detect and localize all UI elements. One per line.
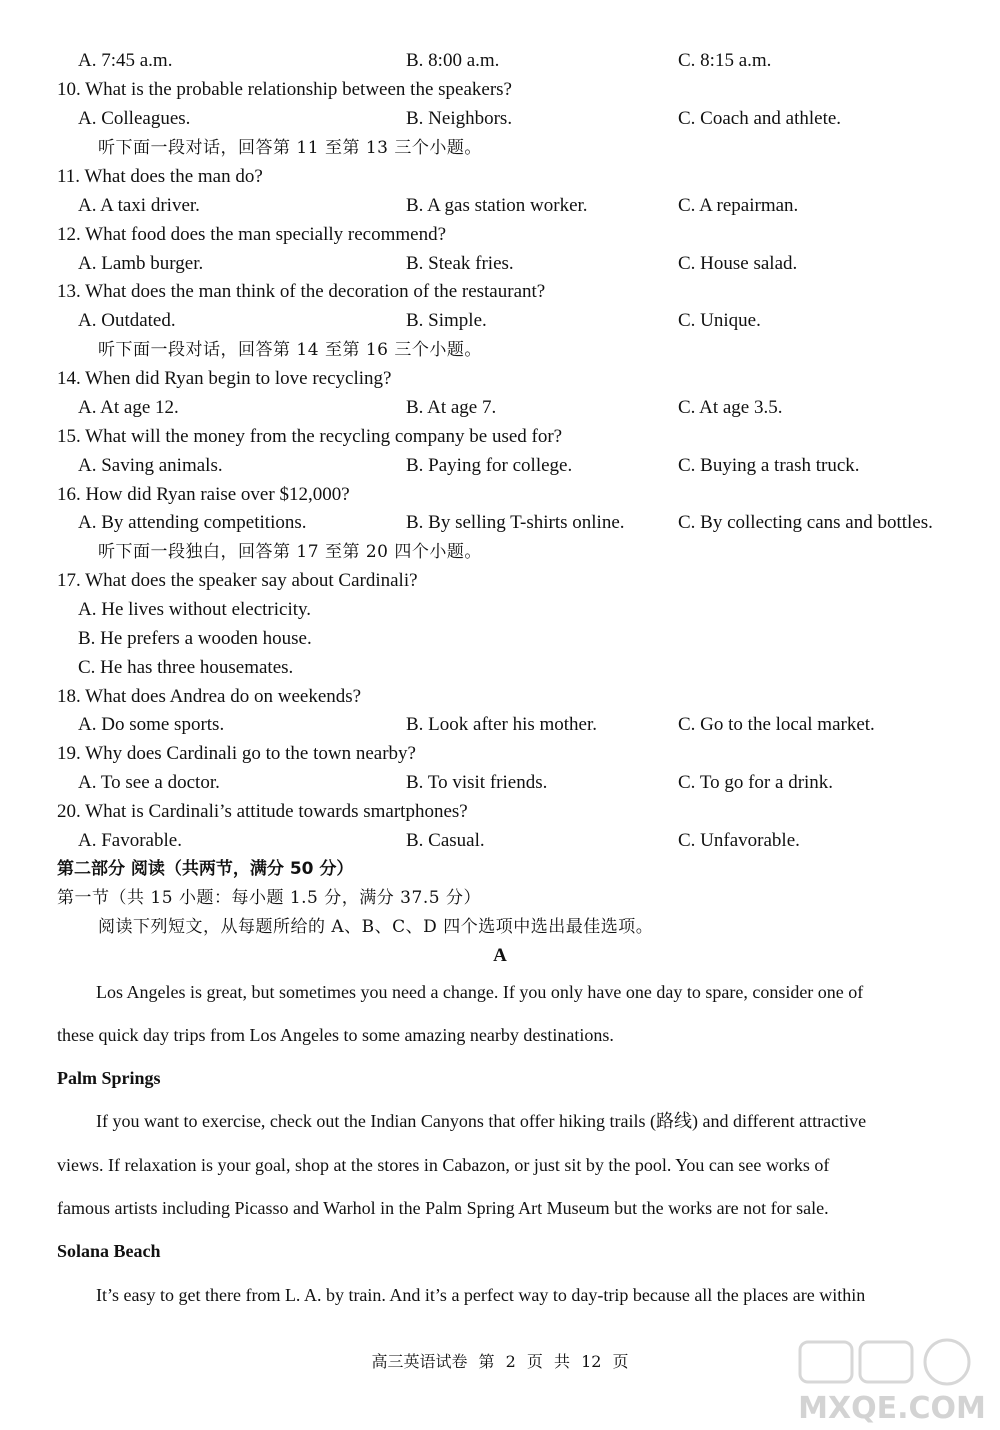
solana-beach-line1: It’s easy to get there from L. A. by train. And it’s a perfect way to day-trip because all the places are within	[96, 1285, 866, 1305]
reading-instruction: 阅读下列短文，从每题所给的 A、B、C、D 四个选项中选出最佳选项。	[98, 917, 654, 937]
option-a: A. Outdated.	[78, 310, 176, 331]
option-b: B. By selling T-shirts online.	[406, 512, 625, 533]
question-19: 19. Why does Cardinali go to the town nearby?	[57, 743, 416, 764]
option-c: C. At age 3.5.	[678, 397, 783, 418]
option-b: B. Neighbors.	[406, 108, 513, 129]
instruction-q17-20: 听下面一段独白，回答第 17 至第 20 四个小题。	[98, 542, 482, 562]
question-16: 16. How did Ryan raise over $12,000?	[57, 484, 350, 505]
option-a: A. At age 12.	[78, 397, 179, 418]
option-b: B. Casual.	[406, 830, 485, 851]
watermark-logo	[792, 1338, 992, 1424]
option-a: A. To see a doctor.	[78, 772, 220, 793]
question-11: 11. What does the man do?	[57, 166, 263, 187]
passage-intro-line2: these quick day trips from Los Angeles to some amazing nearby destinations.	[57, 1025, 614, 1045]
heading-palm-springs: Palm Springs	[57, 1068, 161, 1088]
option-b: B. To visit friends.	[406, 772, 548, 793]
option-b: B. Look after his mother.	[406, 714, 598, 735]
passage-intro-line1: Los Angeles is great, but sometimes you need a change. If you only have one day to spare, consider one of	[96, 982, 864, 1002]
option-a: A. A taxi driver.	[78, 195, 200, 216]
option-c: C. He has three housemates.	[78, 657, 294, 678]
question-15: 15. What will the money from the recycling company be used for?	[57, 426, 563, 447]
section1-title: 第一节（共 15 小题：每小题 1.5 分，满分 37.5 分）	[57, 888, 481, 908]
option-a: A. Favorable.	[78, 830, 182, 851]
option-c: C. Unique.	[678, 310, 761, 331]
option-a: A. He lives without electricity.	[78, 599, 312, 620]
instruction-q14-16: 听下面一段对话，回答第 14 至第 16 三个小题。	[98, 340, 482, 360]
instruction-q11-13: 听下面一段对话，回答第 11 至第 13 三个小题。	[98, 138, 482, 158]
watermark-text: MXQE.COM	[798, 1391, 986, 1424]
passage-letter: A	[493, 945, 507, 966]
option-a: A. Saving animals.	[78, 455, 223, 476]
option-c: C. Unfavorable.	[678, 830, 800, 851]
question-20: 20. What is Cardinali’s attitude towards smartphones?	[57, 801, 468, 822]
palm-springs-line2: views. If relaxation is your goal, shop at the stores in Cabazon, or just sit by the pool. You can see works of	[57, 1155, 830, 1175]
palm-springs-line1: If you want to exercise, check out the Indian Canyons that offer hiking trails (路线) and different attractive	[96, 1111, 867, 1131]
option-a: A. Colleagues.	[78, 108, 191, 129]
option-b: B. Paying for college.	[406, 455, 573, 476]
option-a: A. Do some sports.	[78, 714, 225, 735]
question-17: 17. What does the speaker say about Cardinali?	[57, 570, 418, 591]
option-c: C. Coach and athlete.	[678, 108, 842, 129]
option-c: C. A repairman.	[678, 195, 799, 216]
option-b: B. Steak fries.	[406, 253, 514, 274]
page-footer: 高三英语试卷 第 2 页 共 12 页	[371, 1352, 629, 1371]
question-10: 10. What is the probable relationship between the speakers?	[57, 79, 512, 100]
option-b: B. 8:00 a.m.	[406, 50, 500, 71]
option-a: A. Lamb burger.	[78, 253, 204, 274]
question-18: 18. What does Andrea do on weekends?	[57, 686, 362, 707]
watermark-icon	[792, 1338, 992, 1424]
palm-springs-line3: famous artists including Picasso and Warhol in the Palm Spring Art Museum but the works are not for sale.	[57, 1198, 829, 1218]
option-c: C. By collecting cans and bottles.	[678, 512, 933, 533]
option-c: C. To go for a drink.	[678, 772, 834, 793]
option-c: C. Go to the local market.	[678, 714, 875, 735]
option-a: A. By attending competitions.	[78, 512, 307, 533]
question-14: 14. When did Ryan begin to love recycling?	[57, 368, 392, 389]
option-b: B. He prefers a wooden house.	[78, 628, 312, 649]
question-13: 13. What does the man think of the decoration of the restaurant?	[57, 281, 546, 302]
heading-solana-beach: Solana Beach	[57, 1241, 161, 1261]
option-b: B. A gas station worker.	[406, 195, 588, 216]
option-c: C. 8:15 a.m.	[678, 50, 772, 71]
option-a: A. 7:45 a.m.	[78, 50, 173, 71]
option-b: B. At age 7.	[406, 397, 497, 418]
question-12: 12. What food does the man specially recommend?	[57, 224, 447, 245]
option-c: C. Buying a trash truck.	[678, 455, 860, 476]
option-c: C. House salad.	[678, 253, 798, 274]
part2-title: 第二部分 阅读（共两节，满分 50 分）	[57, 859, 354, 879]
option-b: B. Simple.	[406, 310, 487, 331]
